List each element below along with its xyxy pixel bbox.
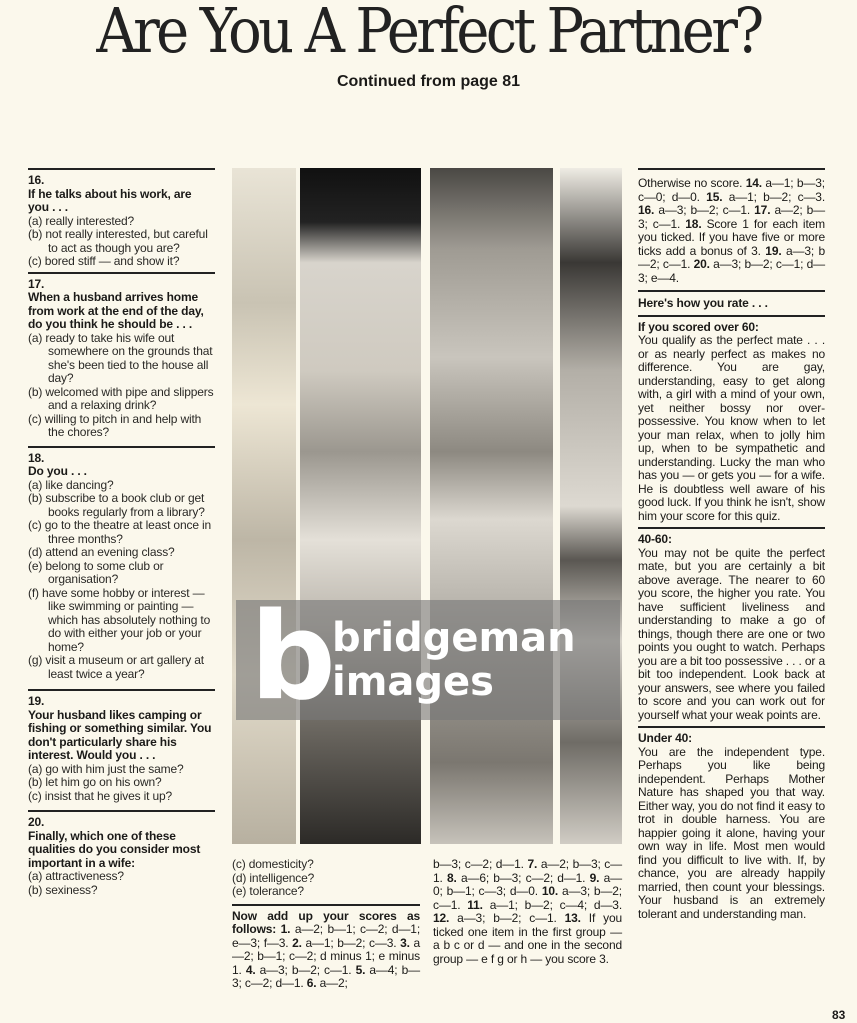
score-question-number: 4. bbox=[245, 962, 256, 977]
option: (c) domesticity? bbox=[232, 857, 314, 871]
score-values: a—2; b—1; c—2; d minus 1; e minus 1. bbox=[232, 935, 420, 977]
score-question-number: 9. bbox=[589, 870, 600, 885]
score-values: Otherwise no score. bbox=[638, 176, 746, 190]
scoring-text bbox=[638, 170, 825, 285]
score-question-number: 11. bbox=[467, 897, 483, 912]
score-values: a—2; b—3; c—1. bbox=[433, 857, 623, 885]
question-text: Do you . . . bbox=[28, 464, 87, 478]
option: (a) really interested? bbox=[28, 213, 135, 228]
option: (c) willing to pitch in and help with the chores? bbox=[28, 411, 202, 439]
rating-column bbox=[638, 168, 825, 925]
option: (g) visit a museum or art gallery at least twice a year? bbox=[28, 653, 204, 681]
watermark bbox=[236, 588, 620, 727]
score-values: a—3; b—2; c—1. bbox=[654, 203, 755, 217]
divider bbox=[232, 904, 420, 906]
question-number: 20. bbox=[28, 815, 45, 829]
question-number: 18. bbox=[28, 450, 45, 465]
band-label: Under 40: bbox=[638, 731, 692, 745]
score-values: a—1; b—3; c—0; d—0. bbox=[638, 176, 825, 204]
score-values: a—2; b—3; c—1. bbox=[638, 203, 825, 231]
score-values: a—0; b—1; c—3; d—0. bbox=[433, 870, 622, 898]
band-label: 40-60: bbox=[638, 532, 672, 546]
rating-band-over-60 bbox=[638, 317, 825, 528]
score-values: a—3; b—2; c—1. bbox=[255, 962, 356, 977]
score-values: a—3; b—2; c—1; d—3; e—4. bbox=[638, 257, 825, 285]
option: (a) ready to take his wife out somewhere on the grounds that she's been tied to the house all day? bbox=[28, 330, 213, 385]
score-question-number: 19. bbox=[765, 243, 782, 258]
rating-heading: Here's how you rate . . . bbox=[638, 296, 768, 310]
page-number: 83 bbox=[832, 1008, 846, 1022]
score-question-number: 15. bbox=[706, 189, 723, 204]
score-values: a—1; b—2; c—4; d—3. bbox=[482, 897, 622, 912]
question-20 bbox=[28, 812, 215, 900]
option: (b) not really interested, but careful to act as though you are? bbox=[28, 227, 208, 255]
question-text: If he talks about his work, are you . . . bbox=[28, 186, 192, 214]
score-question-number: 18. bbox=[685, 216, 702, 231]
score-question-number: 16. bbox=[638, 203, 655, 217]
option: (b) welcomed with pipe and slippers and a relaxing drink? bbox=[28, 384, 214, 412]
question-18 bbox=[28, 448, 215, 685]
score-question-number: 5. bbox=[355, 962, 366, 977]
question-16 bbox=[28, 170, 215, 272]
rating-band-under-40 bbox=[638, 728, 825, 925]
band-text: You qualify as the perfect mate . . . or as nearly perfect as makes no difference. You are gay, understanding, easy to get along with, a girl with a mind of your own, yet neither bossy nor over-possessive. You know when to let your man relax, when to jolly him up, when to be sympathetic and understanding. Lucky the man who has you — or gets you — for a wife. He is doubtless well aware of his good luck. If you think he isn't, show him your score for this quiz. bbox=[638, 333, 825, 523]
score-question-number: 1. bbox=[280, 922, 291, 936]
watermark-logo-icon: b bbox=[250, 588, 336, 727]
watermark-line2: images bbox=[332, 659, 494, 705]
score-values: a—3; b—2; c—1. bbox=[449, 911, 565, 925]
option: (c) go to the theatre at least once in three months? bbox=[28, 518, 212, 546]
rating-band-40-60 bbox=[638, 529, 825, 726]
score-values: a—6; b—3; c—2; d—1. bbox=[456, 870, 590, 885]
band-label: If you scored over 60: bbox=[638, 319, 759, 334]
score-question-number: 8. bbox=[446, 870, 457, 885]
score-question-number: 20. bbox=[693, 257, 710, 271]
scoring-text bbox=[232, 910, 420, 991]
photo-collage bbox=[232, 168, 624, 844]
score-question-number: 2. bbox=[292, 935, 302, 950]
scores-column-2 bbox=[433, 858, 622, 966]
option: (a) like dancing? bbox=[28, 477, 114, 492]
score-question-number: 13. bbox=[564, 911, 581, 925]
option: (b) subscribe to a book club or get books regularly from a library? bbox=[28, 491, 205, 519]
option: (e) belong to some club or organisation? bbox=[28, 558, 164, 586]
option: (c) bored stiff — and show it? bbox=[28, 254, 180, 268]
question-number: 16. bbox=[28, 173, 45, 187]
score-question-number: 6. bbox=[306, 976, 317, 990]
question-19 bbox=[28, 691, 215, 806]
option: (d) attend an evening class? bbox=[28, 545, 175, 559]
score-values: a—3; b—2; c—1. bbox=[433, 884, 622, 912]
score-values: If you ticked one item in the first group — a b c or d — and one in the second group — e f g or h — you score 3. bbox=[433, 911, 622, 966]
score-values: a—3; b—2; c—1. bbox=[638, 243, 825, 271]
score-question-number: Now add up your scores as follows: bbox=[232, 908, 420, 936]
question-text: Finally, which one of these qualities do you consider most important in a wife: bbox=[28, 828, 201, 870]
doll-and-boy-photo bbox=[300, 168, 421, 844]
score-question-number: 7. bbox=[527, 857, 538, 871]
option: (b) sexiness? bbox=[28, 882, 98, 897]
score-values: a—2; b—1; c—2; d—1; e—3; f—3. bbox=[232, 922, 421, 950]
woman-portrait-photo bbox=[430, 168, 553, 844]
score-values: a—1; b—2; c—3. bbox=[722, 189, 825, 204]
score-values: b—3; c—2; d—1. bbox=[433, 857, 528, 871]
score-values: a—2; bbox=[316, 976, 348, 990]
option: (f) have some hobby or interest — like swimming or painting — which has absolutely nothing to do with either your job or your home? bbox=[28, 585, 211, 654]
option: (b) let him go on his own? bbox=[28, 775, 162, 789]
face-closeup-photo bbox=[560, 168, 622, 844]
question-17 bbox=[28, 274, 215, 443]
question-text: When a husband arrives home from work at the end of the day, do you think he should be . . . bbox=[28, 290, 204, 331]
illustration-strip bbox=[232, 168, 296, 844]
question-text: Your husband likes camping or fishing or something similar. You don't particularly share his interest. Would you . . . bbox=[28, 707, 212, 762]
band-text: You are the independent type. Perhaps you like being independent. Perhaps Mother Nature has shaped you that way. Either way, you do not find it easy to trot in double harness. You are happier going it alone, having your own way in life. Most men would find you difficult to live with. If, by chance, you are already happily married, then count your blessings. Your husband is an extremely tolerant and understanding man. bbox=[638, 744, 825, 921]
questions-column bbox=[28, 168, 215, 900]
option: (a) attractiveness? bbox=[28, 869, 124, 883]
score-question-number: 12. bbox=[433, 911, 450, 925]
score-values: a—4; b—3; c—2; d—1. bbox=[232, 962, 420, 990]
watermark-line1: bridgeman bbox=[332, 615, 576, 661]
score-values: Score 1 for each item you ticked. If you have five or more ticks add a bonus of 3. bbox=[638, 216, 826, 258]
continued-note: Continued from page 81 bbox=[336, 73, 521, 90]
score-values: a—1; b—2; c—3. bbox=[301, 935, 401, 950]
score-question-number: 3. bbox=[400, 935, 410, 950]
page-title: Are You A Perfect Partner? bbox=[96, 0, 761, 67]
score-question-number: 10. bbox=[541, 884, 559, 898]
score-question-number: 14. bbox=[745, 176, 762, 190]
score-question-number: 17. bbox=[754, 203, 771, 217]
question-number: 19. bbox=[28, 694, 45, 708]
option: (a) go with him just the same? bbox=[28, 761, 184, 776]
option: (c) insist that he gives it up? bbox=[28, 788, 173, 803]
option: (e) tolerance? bbox=[232, 884, 304, 898]
scores-column-1 bbox=[232, 858, 420, 991]
band-text: You may not be quite the perfect mate, but you are certainly a bit above average. The nearer to 60 you score, the higher you rate. You have sufficient liveliness and understanding to make a go of things, though there are one or two points you ought to watch. Perhaps you are a bit too possessive . . . or a bit too independent. Look back at your answers, see where you failed to score and you can work out for yourself what your weak points are. bbox=[638, 545, 825, 722]
option: (d) intelligence? bbox=[232, 870, 315, 885]
question-number: 17. bbox=[28, 276, 45, 291]
